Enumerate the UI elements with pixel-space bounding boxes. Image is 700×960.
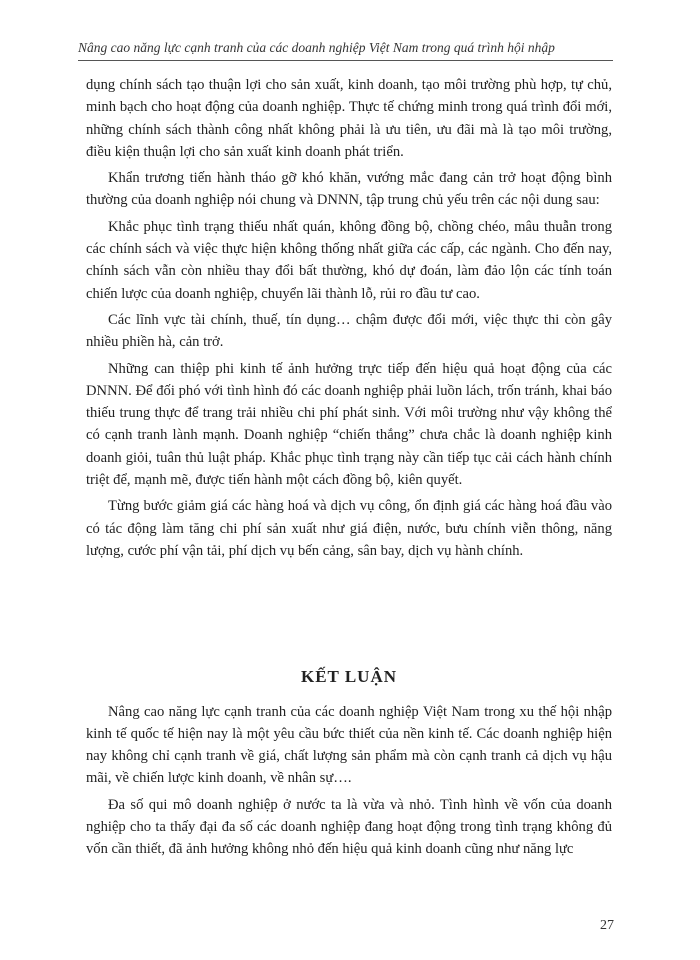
running-header: Nâng cao năng lực cạnh tranh của các doanh nghiệp Việt Nam trong quá trình hội nhập	[78, 40, 613, 61]
paragraph: Khắc phục tình trạng thiếu nhất quán, không đồng bộ, chồng chéo, mâu thuẫn trong các chính sách và việc thực hiện không thống nhất giữa các cấp, các ngành. Cho đến nay, chính sách vẫn còn nhiều thay đổi bất thường, khó dự đoán, làm đảo lộn các tính toán chiến lược của doanh nghiệp, chuyển lãi thành lỗ, rủi ro đầu tư cao.	[86, 218, 612, 302]
paragraph: dụng chính sách tạo thuận lợi cho sản xuất, kinh doanh, tạo môi trường phù hợp, tự chủ, minh bạch cho hoạt động của doanh nghiệp. Thực tế chứng minh trong quá trình đổi mới, những chính sách thành công nhất không phải là ưu tiên, ưu đãi mà là tạo môi trường, điều kiện thuận lợi cho sản xuất kinh doanh phát triển.	[86, 77, 612, 160]
page-content	[86, 74, 612, 861]
paragraph: Các lĩnh vực tài chính, thuế, tín dụng… chậm được đổi mới, việc thực thi còn gây nhiều phiền hà, cản trở.	[86, 311, 612, 351]
paragraph: Từng bước giảm giá các hàng hoá và dịch vụ công, ổn định giá các hàng hoá đầu vào có tác động làm tăng chi phí sản xuất như giá điện, nước, bưu chính viễn thông, năng lượng, cước phí vận tải, phí dịch vụ bến cảng, sân bay, dịch vụ hành chính.	[86, 498, 612, 559]
paragraph: Đa số qui mô doanh nghiệp ở nước ta là vừa và nhỏ. Tình hình về vốn của doanh nghiệp cho ta thấy đại đa số các doanh nghiệp đang hoạt động trong tình trạng không đủ vốn cần thiết, đã ảnh hưởng không nhỏ đến hiệu quả kinh doanh cũng như năng lực	[86, 796, 612, 858]
section-title: KẾT LUẬN	[300, 667, 397, 687]
paragraph: Khẩn trương tiến hành tháo gỡ khó khăn, vướng mắc đang cản trở hoạt động bình thường của doanh nghiệp nói chung và DNNN, tập trung chủ yếu trên các nội dung sau:	[86, 170, 612, 209]
paragraph: Nâng cao năng lực cạnh tranh của các doanh nghiệp Việt Nam trong xu thế hội nhập kinh tế quốc tế hiện nay là một yêu cầu bức thiết của nền kinh tế. Các doanh nghiệp hiện nay không chỉ cạnh tranh về giá, chất lượng sản phẩm mà còn cạnh tranh cả dịch vụ hậu mãi, về chiến lược kinh doanh, về nhân sự….	[86, 703, 612, 787]
paragraph: Những can thiệp phi kinh tế ảnh hưởng trực tiếp đến hiệu quả hoạt động của các DNNN. Để đối phó với tình hình đó các doanh nghiệp phải luồn lách, trốn tránh, khai báo thiếu trung thực để trang trải nhiều chi phí phát sinh. Với môi trường như vậy không thể có cạnh tranh lành mạnh. Doanh nghiệp “chiến thắng” chưa chắc là doanh nghiệp kinh doanh giỏi, tuân thủ luật pháp. Khắc phục tình trạng này cần tiếp tục cải cách hành chính triệt để, mạnh mẽ, được tiến hành một cách đồng bộ, kiên quyết.	[86, 360, 612, 489]
page-number: 27	[600, 918, 614, 933]
